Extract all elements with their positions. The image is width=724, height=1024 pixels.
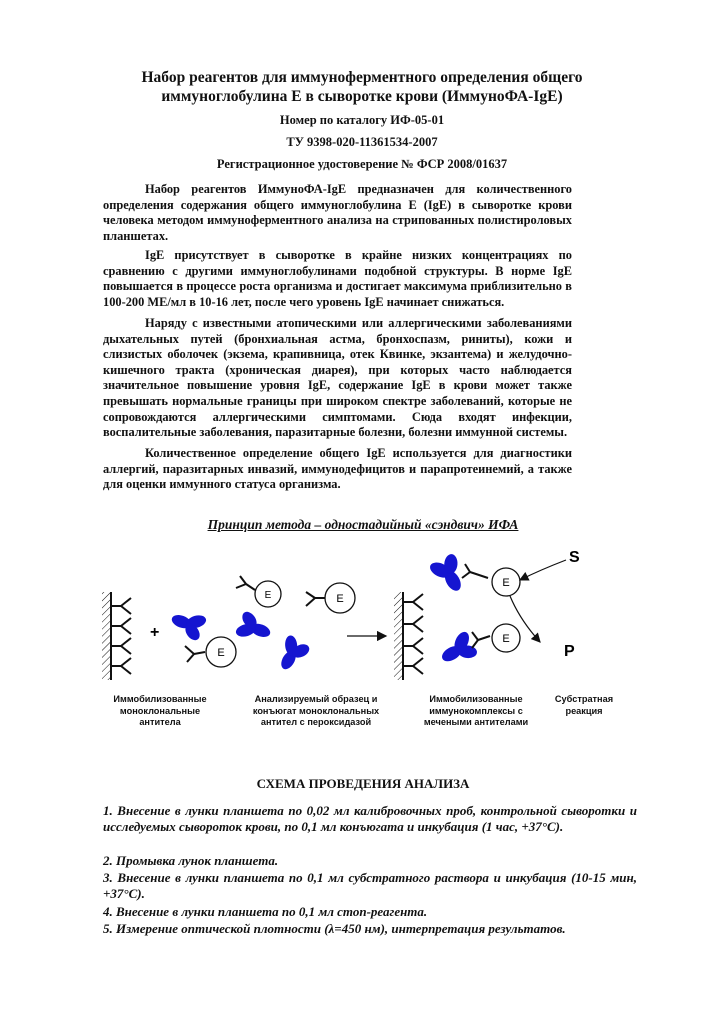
substrate-label: S bbox=[569, 549, 580, 566]
paragraph-1: Набор реагентов ИммуноФА-IgE предназначен для количественного определения содержания общего иммуноглобулина Е (IgE) в сыворотке крови человека методом иммуноферментного анализа на стрипованных полистироловых планшетах. bbox=[103, 182, 572, 243]
paragraph-3: Наряду с известными атопическими или аллергическими заболеваниями дыхательных путей (бронхиальная астма, бронхоспазм, риниты), кожи и слизистых оболочек (экзема, крапивница, отек Квинке, экзантема) и желудочно-кишечного тракта (хроническая диарея), при которых часто наблюдается значительное повышение уровня IgE, содержание IgE в крови может также превышать нормальные границы при широком спектре заболеваний, которые не сопровождаются аллергическими симптомами. Сюда входят инфекции, воспалительные заболевания, паразитарные болезни, болезни иммунной системы. bbox=[103, 316, 572, 440]
enzyme-label: E bbox=[502, 577, 510, 589]
step-2: 2. Промывка лунок планшета. bbox=[103, 853, 279, 868]
caption-substrate-reaction: Субстратная реакция bbox=[554, 694, 614, 716]
caption-immune-complexes: Иммобилизованные иммунокомплексы с мечеными антителами bbox=[423, 694, 529, 727]
paragraph-2: IgE присутствует в сыворотке в крайне низких концентрациях по сравнению с другими иммуноглобулинами подобной структуры. В норме IgE повышается в процессе роста организма и достигает максимума приблизительно в 100-200 МЕ/мл в 10-16 лет, после чего уровень IgE начинает снижаться. bbox=[103, 248, 572, 309]
bound-complex-upper bbox=[424, 547, 520, 598]
plate-surface-left bbox=[102, 592, 111, 680]
document-title bbox=[80, 68, 644, 106]
caption-immobilized-antibodies: Иммобилизованные моноклональные антитела bbox=[113, 694, 207, 727]
title-line-2: иммуноглобулина Е в сыворотке крови (ИммуноФА-IgE) bbox=[161, 88, 563, 105]
substrate-arrow bbox=[520, 560, 566, 580]
enzyme-label: E bbox=[336, 593, 344, 605]
step-5: 5. Измерение оптической плотности (λ=450 нм), интерпретация результатов. bbox=[103, 921, 566, 936]
plus-sign: + bbox=[150, 624, 160, 641]
step-1: 1. Внесение в лунки планшета по 0,02 мл калибровочных проб, контрольной сыворотки и исследуемых сывороток крови, по 0,1 мл конъюгата и инкубация (1 час, +37°С). bbox=[103, 803, 637, 834]
bound-complex-lower bbox=[434, 624, 520, 674]
enzyme-conjugate-3 bbox=[185, 637, 236, 667]
figure-title: Принцип метода – одностадийный «сэндвич» ИФА bbox=[207, 517, 519, 532]
enzyme-conjugate-2 bbox=[306, 583, 355, 613]
enzyme-label: E bbox=[217, 647, 225, 659]
title-line-1: Набор реагентов для иммуноферментного определения общего bbox=[141, 69, 583, 86]
sandwich-elisa-diagram bbox=[0, 540, 724, 690]
paragraph-4: Количественное определение общего IgE используется для диагностики аллергий, паразитарных инвазий, иммунодефицитов и парапротеинемий, а также для оценки иммунного статуса организма. bbox=[103, 446, 572, 492]
enzyme-conjugate-1 bbox=[236, 576, 281, 607]
free-antigens bbox=[167, 603, 316, 676]
catalog-number: Номер по каталогу ИФ-05-01 bbox=[279, 113, 445, 127]
step-3: 3. Внесение в лунки планшета по 0,1 мл субстратного раствора и инкубация (10-15 мин, +37°С). bbox=[103, 870, 637, 901]
enzyme-label: E bbox=[502, 633, 510, 645]
plate-surface-right bbox=[394, 592, 403, 680]
registration-number: Регистрационное удостоверение № ФСР 2008/01637 bbox=[216, 157, 508, 171]
enzyme-label: E bbox=[264, 590, 272, 601]
capture-antibodies-right bbox=[403, 594, 423, 674]
caption-sample-and-conjugate: Анализируемый образец и конъюгат моноклональных антител с пероксидазой bbox=[252, 694, 380, 727]
product-label: P bbox=[564, 643, 575, 660]
step-4: 4. Внесение в лунки планшета по 0,1 мл стоп-реагента. bbox=[103, 904, 428, 919]
tu-number: ТУ 9398-020-11361534-2007 bbox=[286, 135, 438, 149]
capture-antibodies-left bbox=[111, 598, 131, 674]
steps-title: СХЕМА ПРОВЕДЕНИЯ АНАЛИЗА bbox=[256, 776, 470, 791]
